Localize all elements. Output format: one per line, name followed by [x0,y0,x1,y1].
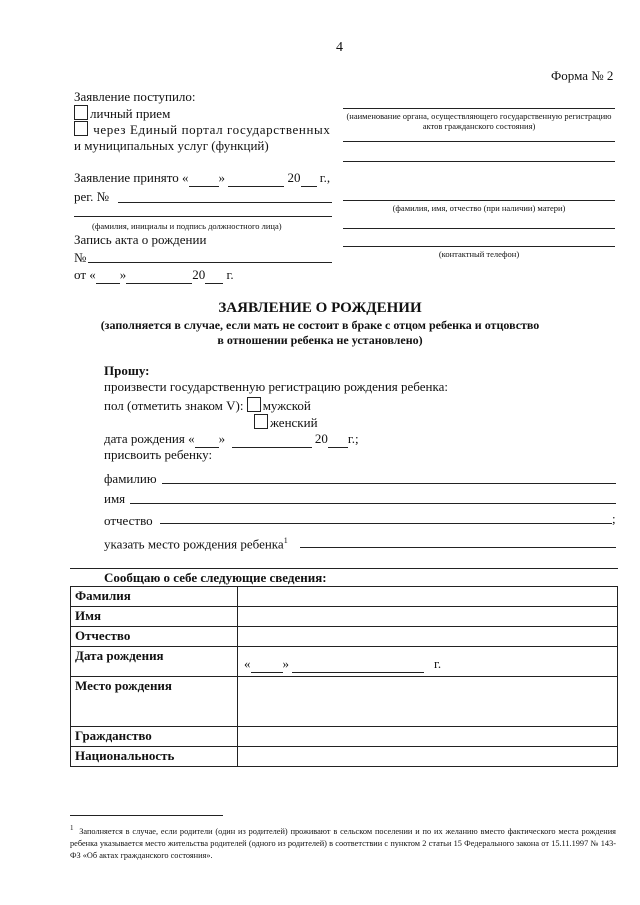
organ-field[interactable] [343,108,615,109]
phone-field[interactable] [343,246,615,247]
sex-line [104,397,311,414]
table-row [71,587,618,607]
assign-label: присвоить ребенку: [104,447,213,462]
row-label-nationality: Национальность [71,747,238,767]
footnote [70,823,616,862]
checkbox-female[interactable] [254,414,268,429]
row-label-birthplace: Место рождения [71,677,238,727]
footnote-ref: 1 [283,536,288,545]
act-title: Запись акта о рождении [74,232,207,247]
birthplace-label: указать место рождения ребенка [104,536,284,552]
subtitle-line1: (заполняется в случае, если мать не состоит в браке с отцом ребенка и отцовство [100,318,540,332]
female-label: женский [270,415,318,430]
table-row [71,607,618,627]
cell-birthplace[interactable] [238,677,618,727]
surname-field[interactable] [162,483,616,484]
subtitle-line2: в отношении ребенка не установлено) [217,333,423,347]
dob-mid: » [218,431,226,446]
info-title: Сообщаю о себе следующие сведения: [104,570,327,585]
row-label-citizenship: Гражданство [71,727,238,747]
phone-caption: (контактный телефон) [438,249,520,259]
organ-caption: (наименование органа, осуществляющего государственную регистрацию актов гражданского состояния) [346,111,612,132]
cell-nationality[interactable] [238,747,618,767]
accepted-day-field[interactable] [189,170,219,187]
dob-label: дата рождения « [104,431,195,446]
cell-name[interactable] [238,607,618,627]
page-number: 4 [336,40,343,55]
cell-dob-month-year[interactable] [292,656,424,673]
cell-patronymic[interactable] [238,627,618,647]
dob-month-field[interactable] [232,431,312,448]
table-row [71,647,618,677]
page-title: ЗАЯВЛЕНИЕ О РОЖДЕНИИ [218,300,422,316]
row-label-patronymic: Отчество [71,627,238,647]
sex-label: пол (отметить знаком V): [104,398,244,413]
option-personal-label: личный прием [90,106,171,121]
name-field[interactable] [130,503,616,504]
footnote-mark: 1 [70,824,74,832]
checkbox-personal[interactable] [74,105,88,120]
dob-year: 20 [314,431,328,446]
act-year-field[interactable] [205,267,223,284]
row-label-surname: Фамилия [71,587,238,607]
row-label-dob: Дата рождения [71,647,238,677]
table-row [71,627,618,647]
cell-citizenship[interactable] [238,727,618,747]
dob-g: г.; [347,431,359,446]
dob-day-field[interactable] [195,431,219,448]
cell-dob[interactable] [238,647,618,677]
organ-field-2[interactable] [343,141,615,142]
checkbox-male[interactable] [247,397,261,412]
act-day-field[interactable] [96,267,120,284]
form-label: Форма № 2 [551,68,614,83]
accepted-line [74,170,330,187]
received-title: Заявление поступило: [74,89,196,104]
row-label-name: Имя [71,607,238,627]
patronymic-field[interactable] [160,523,612,524]
act-year: 20 [192,267,206,282]
female-option[interactable] [254,414,318,431]
surname-label: фамилию [104,471,157,486]
cell-dob-day[interactable] [251,656,283,673]
cell-dob-open: « [244,656,251,671]
organ-field-3[interactable] [343,161,615,162]
prosh-label: Прошу: [104,363,150,378]
birthplace-field[interactable] [300,547,616,548]
reg-number-field[interactable] [118,202,332,203]
footnote-divider [70,815,223,816]
act-mid: » [119,267,127,282]
table-row [71,747,618,767]
act-date-line [74,267,234,284]
accepted-label: Заявление принято « [74,170,189,185]
option-portal[interactable] [74,121,330,138]
accepted-year: 20 [287,170,301,185]
table-row [71,677,618,727]
act-month-field[interactable] [126,267,192,284]
footnote-text: Заполняется в случае, если родители (один из родителей) проживают в сельском поселении и по их желанию вместо фактического места рождения ребенка указывается место жительства родителей (одного из родителей) в соответствии с пунктом 2 статьи 15 Федерального закона от 15.11.1997 № 143-ФЗ «Об актах гражданского состояния». [70,826,616,860]
checkbox-portal[interactable] [74,121,88,136]
name-label: имя [104,491,126,506]
mother-caption: (фамилия, имя, отчество (при наличии) матери) [392,203,566,213]
male-label: мужской [262,398,311,413]
official-caption: (фамилия, инициалы и подпись должностного лица) [92,221,282,231]
birthplace-line [104,536,288,552]
dob-line [104,431,359,448]
patronymic-semicolon: ; [612,511,616,526]
official-signature-field[interactable] [74,216,332,217]
accepted-year-field[interactable] [301,170,317,187]
request-line1: произвести государственную регистрацию рождения ребенка: [104,379,448,394]
reg-label: рег. № [74,189,110,204]
accepted-g: г., [319,170,331,185]
cell-dob-mid: » [282,656,289,671]
table-row [71,727,618,747]
act-no-label: № [74,250,87,265]
act-number-field[interactable] [88,262,332,263]
info-table [70,586,618,767]
mother-name-field[interactable] [343,200,615,201]
option-personal[interactable] [74,105,170,122]
cell-dob-g: г. [434,656,442,671]
section-divider [70,568,618,569]
patronymic-label: отчество [104,513,153,528]
option-portal-label: через Единый портал государственных [93,122,331,137]
cell-surname[interactable] [238,587,618,607]
dob-year-field[interactable] [328,431,348,448]
option-portal-line2: и муниципальных услуг (функций) [74,138,269,153]
mother-name-field-2[interactable] [343,228,615,229]
accepted-mid: » [218,170,226,185]
act-g: г. [226,267,234,282]
act-from: от « [74,267,96,282]
accepted-month-field[interactable] [228,170,284,187]
